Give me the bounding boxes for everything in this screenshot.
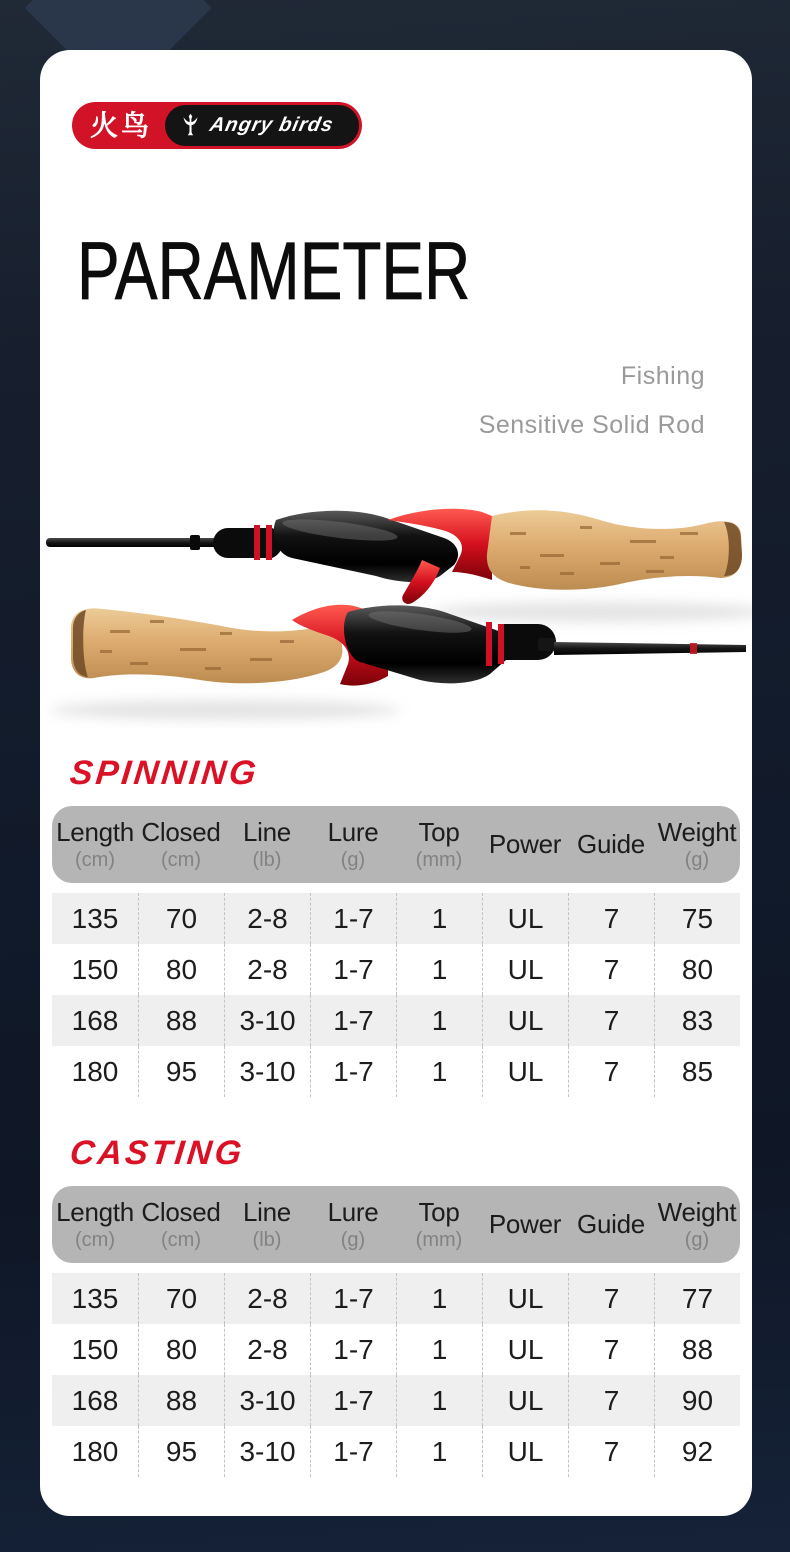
table-cell: 88 — [138, 1375, 224, 1426]
table-cell: UL — [482, 1273, 568, 1324]
table-cell: 3-10 — [224, 1375, 310, 1426]
table-cell: 1 — [396, 1375, 482, 1426]
casting-heading: CASTING — [68, 1134, 247, 1172]
table-cell: 150 — [71, 953, 119, 985]
table-cell: 95 — [138, 1426, 224, 1477]
table-cell: 70 — [138, 1273, 224, 1324]
column-header-guide: Guide — [577, 1209, 645, 1240]
table-cell: 1-7 — [310, 893, 396, 944]
table-cell: 1-7 — [310, 995, 396, 1046]
table-cell: 88 — [138, 995, 224, 1046]
table-cell: 1 — [396, 995, 482, 1046]
table-cell: 7 — [568, 1426, 654, 1477]
table-cell: UL — [482, 1046, 568, 1097]
table-cell: 1 — [396, 1273, 482, 1324]
table-cell: UL — [482, 995, 568, 1046]
column-header-power: Power — [488, 1209, 562, 1240]
column-header-line: Line (lb) — [243, 817, 291, 871]
table-cell: UL — [482, 1375, 568, 1426]
spinning-table-header — [52, 806, 740, 883]
table-cell: 2-8 — [224, 893, 310, 944]
table-cell: 135 — [71, 1282, 119, 1314]
column-header-weight: Weight (g) — [657, 817, 737, 871]
page-title: PARAMETER — [77, 226, 471, 317]
column-header-closed: Closed (cm) — [141, 1197, 221, 1251]
column-header-closed: Closed (cm) — [141, 817, 221, 871]
table-cell: 7 — [568, 1273, 654, 1324]
column-header-weight: Weight (g) — [657, 1197, 737, 1251]
table-row — [52, 995, 740, 1046]
table-cell: 3-10 — [224, 1426, 310, 1477]
bird-icon — [180, 113, 201, 139]
table-cell: 1-7 — [310, 1375, 396, 1426]
brand-name-english: Angry birds — [207, 114, 336, 136]
table-row — [52, 1324, 740, 1375]
column-header-power: Power — [488, 829, 562, 860]
table-cell: 168 — [71, 1384, 119, 1416]
table-cell: 7 — [568, 1324, 654, 1375]
table-cell: 1-7 — [310, 1426, 396, 1477]
table-cell: 92 — [654, 1426, 740, 1477]
table-row — [52, 1046, 740, 1097]
subtitle-line-2: Sensitive Solid Rod — [478, 411, 705, 439]
table-cell: 1-7 — [310, 944, 396, 995]
table-cell: 7 — [568, 1046, 654, 1097]
column-header-length: Length (cm) — [56, 817, 134, 871]
table-cell: 1-7 — [310, 1046, 396, 1097]
table-cell: 135 — [71, 902, 119, 934]
table-cell: 150 — [71, 1333, 119, 1365]
table-cell: 80 — [138, 1324, 224, 1375]
table-cell: 83 — [654, 995, 740, 1046]
table-cell: 77 — [654, 1273, 740, 1324]
table-cell: 80 — [654, 944, 740, 995]
table-cell: 70 — [138, 893, 224, 944]
table-cell: 95 — [138, 1046, 224, 1097]
table-cell: 1 — [396, 1426, 482, 1477]
table-row — [52, 1375, 740, 1426]
table-row — [52, 893, 740, 944]
table-cell: 1 — [396, 1324, 482, 1375]
table-cell: 3-10 — [224, 995, 310, 1046]
casting-table — [52, 1186, 740, 1477]
column-header-length: Length (cm) — [56, 1197, 134, 1251]
top-rod — [46, 509, 742, 604]
table-cell: 2-8 — [224, 1273, 310, 1324]
spinning-table — [52, 806, 740, 1097]
brand-logo — [72, 102, 362, 149]
subtitle — [479, 352, 705, 450]
subtitle-line-1: Fishing — [620, 362, 705, 390]
table-cell: 85 — [654, 1046, 740, 1097]
table-cell: 80 — [138, 944, 224, 995]
table-cell: 1 — [396, 944, 482, 995]
table-cell: 3-10 — [224, 1046, 310, 1097]
table-row — [52, 944, 740, 995]
table-cell: 75 — [654, 893, 740, 944]
table-row — [52, 1426, 740, 1477]
table-cell: 1-7 — [310, 1324, 396, 1375]
content-card — [40, 50, 752, 1516]
table-row — [52, 1273, 740, 1324]
column-header-lure: Lure (g) — [327, 1197, 379, 1251]
table-cell: 180 — [71, 1055, 119, 1087]
column-header-top: Top (mm) — [415, 1197, 463, 1251]
spinning-section — [52, 754, 740, 1097]
table-cell: 1-7 — [310, 1273, 396, 1324]
table-cell: 90 — [654, 1375, 740, 1426]
table-cell: 7 — [568, 1375, 654, 1426]
column-header-top: Top (mm) — [415, 817, 463, 871]
table-cell: 7 — [568, 944, 654, 995]
table-cell: 7 — [568, 995, 654, 1046]
table-cell: 2-8 — [224, 944, 310, 995]
table-cell: 180 — [71, 1435, 119, 1467]
brand-logo-black-pill — [165, 105, 359, 146]
column-header-lure: Lure (g) — [327, 817, 379, 871]
table-cell: UL — [482, 893, 568, 944]
table-cell: 7 — [568, 893, 654, 944]
spinning-table-body — [52, 893, 740, 1097]
table-cell: UL — [482, 1324, 568, 1375]
casting-table-body — [52, 1273, 740, 1477]
casting-section — [52, 1134, 740, 1477]
table-cell: 1 — [396, 1046, 482, 1097]
table-cell: 1 — [396, 893, 482, 944]
column-header-line: Line (lb) — [243, 1197, 291, 1251]
table-cell: 2-8 — [224, 1324, 310, 1375]
column-header-guide: Guide — [577, 829, 645, 860]
table-cell: 88 — [654, 1324, 740, 1375]
table-cell: UL — [482, 1426, 568, 1477]
spinning-heading: SPINNING — [68, 754, 261, 792]
casting-table-header — [52, 1186, 740, 1263]
table-cell: 168 — [71, 1004, 119, 1036]
fishing-rods-image — [40, 462, 752, 728]
brand-name-chinese: 火鸟 — [90, 109, 153, 142]
table-cell: UL — [482, 944, 568, 995]
